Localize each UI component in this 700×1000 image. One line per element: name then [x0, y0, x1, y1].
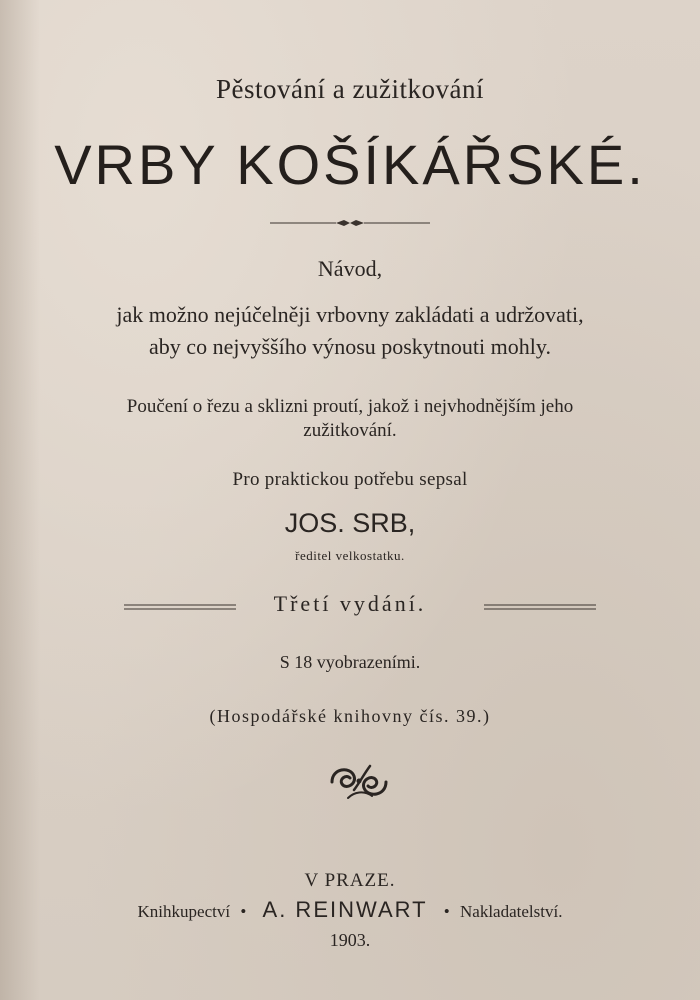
- imprint-publisher: A. REINWART: [262, 897, 428, 922]
- imprint-separator-left: •: [240, 902, 247, 921]
- imprint-bookshop: Knihkupectví: [137, 902, 231, 921]
- instruction-line-1: Poučení o řezu a sklizni proutí, jakož i nejvhodnějším jeho: [126, 396, 574, 417]
- book-title: VRBY KOŠÍKÁŘSKÉ.: [54, 133, 646, 196]
- prepared-by: Pro praktickou potřebu sepsal: [232, 469, 468, 490]
- imprint-publisher-line: [0, 897, 700, 923]
- imprint-year: 1903.: [329, 930, 371, 950]
- description-line-2: aby co nejvyššího výnosu poskytnouti mohly.: [149, 334, 551, 359]
- series-note: (Hospodářské knihovny čís. 39.): [209, 706, 491, 726]
- imprint-city: V PRAZE.: [304, 870, 396, 891]
- imprint-publishing-house: Nakladatelství.: [460, 902, 563, 921]
- instruction-line-2: zužitkování.: [303, 420, 397, 441]
- guide-heading: Návod,: [317, 256, 383, 281]
- subtitle: Pěstování a zužitkování: [216, 74, 484, 104]
- author-name: JOS. SRB,: [284, 508, 416, 538]
- imprint-separator-right: •: [443, 902, 450, 921]
- illustrations-note: S 18 vyobrazeními.: [279, 652, 421, 672]
- fleuron-icon: [324, 760, 394, 804]
- edition-rule-right: [484, 603, 596, 611]
- description-line-1: jak možno nejúčelněji vrbovny zakládati a udržovati,: [116, 302, 584, 327]
- rule-ornament-icon: [270, 217, 430, 229]
- edition: Třetí vydání.: [273, 591, 427, 616]
- author-role: ředitel velkostatku.: [295, 548, 405, 563]
